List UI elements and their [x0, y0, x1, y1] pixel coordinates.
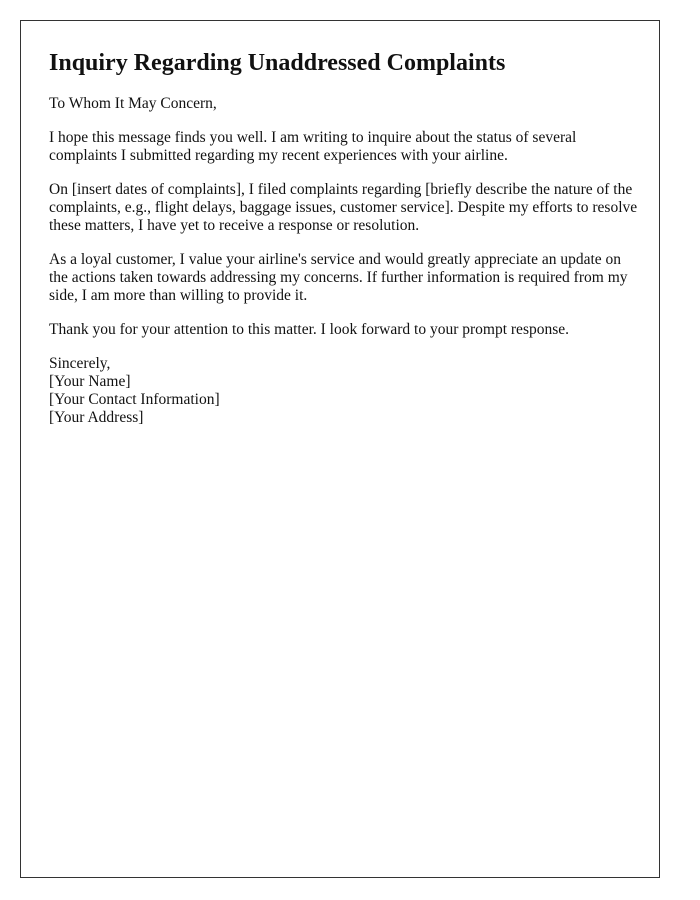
letter-signature-block: [49, 355, 639, 427]
letter-paragraph: As a loyal customer, I value your airline's service and would greatly appreciate an update on the actions taken towards addressing my concerns. If further information is required from my side, I am more than willing to provide it.: [49, 251, 628, 304]
letter-paragraph: I hope this message finds you well. I am writing to inquire about the status of several complaints I submitted regarding my recent experiences with your airline.: [49, 129, 577, 164]
letter-page: [20, 20, 660, 878]
letter-closing: Sincerely,: [49, 355, 111, 372]
letter-greeting: To Whom It May Concern,: [49, 95, 217, 112]
letter-body: [49, 95, 639, 427]
signature-name: [Your Name]: [49, 373, 131, 390]
letter-paragraph: Thank you for your attention to this matter. I look forward to your prompt response.: [49, 321, 570, 338]
letter-paragraph: On [insert dates of complaints], I filed complaints regarding [briefly describe the nature of the complaints, e.g., flight delays, baggage issues, customer service]. Despite my efforts to resolve these matters, I have yet to receive a response or resolution.: [49, 181, 638, 234]
letter-title: Inquiry Regarding Unaddressed Complaints: [49, 50, 506, 76]
signature-address: [Your Address]: [49, 409, 144, 426]
signature-contact: [Your Contact Information]: [49, 391, 220, 408]
